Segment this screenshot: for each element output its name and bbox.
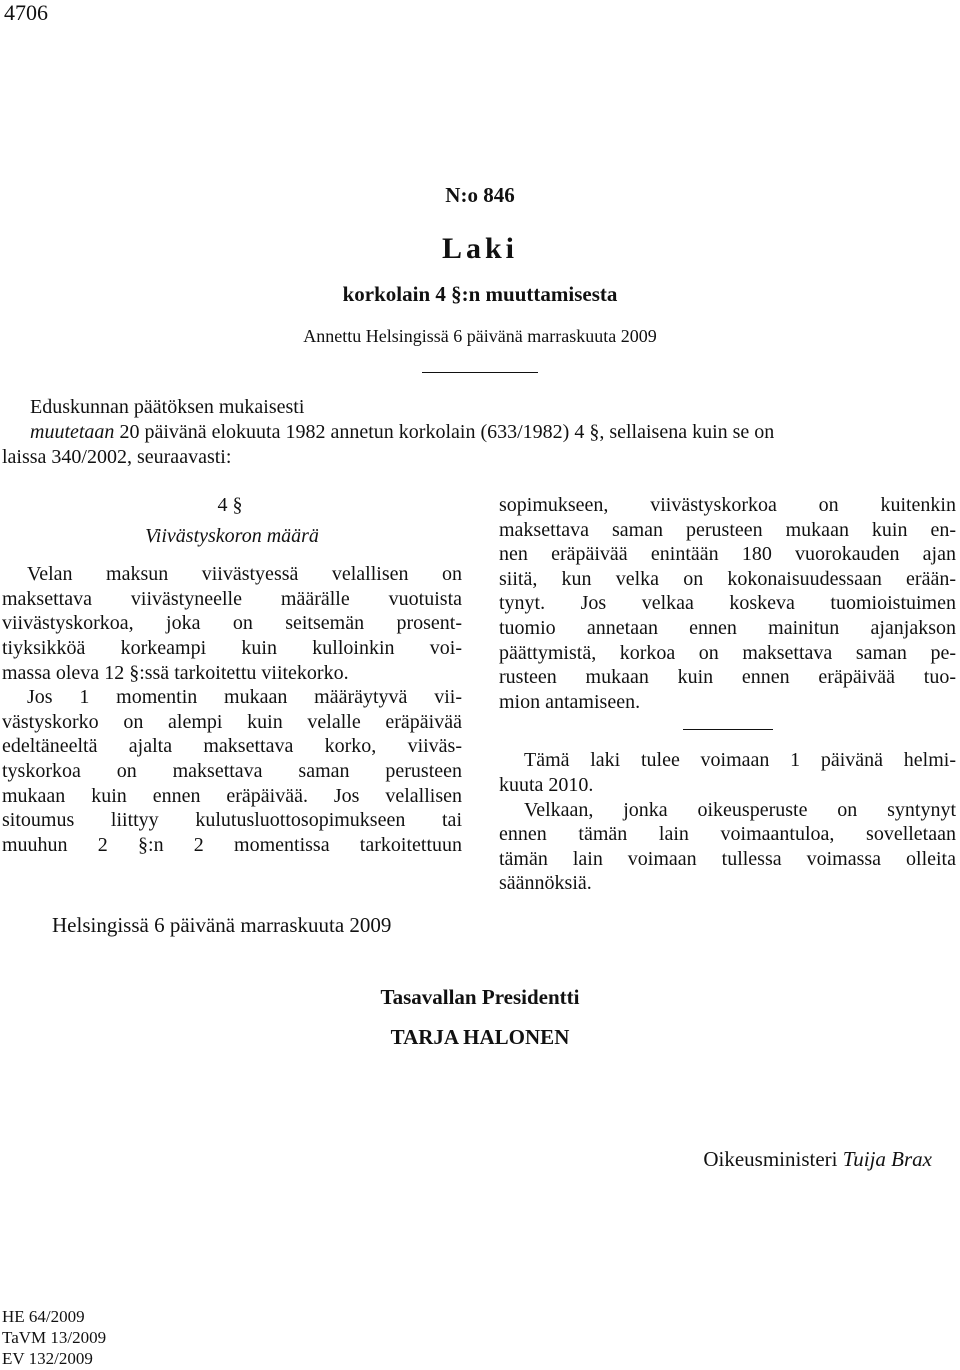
body-line: tyskorkoa on maksettava saman perusteen bbox=[2, 759, 462, 782]
preamble-line-2 bbox=[30, 420, 960, 445]
law-subtitle: korkolain 4 §:n muuttamisesta bbox=[342, 282, 618, 306]
body-line: tynyt. Jos velkaa koskeva tuomioistuimen bbox=[499, 592, 956, 615]
left-column bbox=[2, 493, 462, 857]
body-line: rusteen mukaan kuin ennen eräpäivää tuo- bbox=[499, 666, 956, 689]
reference-item: HE 64/2009 bbox=[2, 1307, 85, 1326]
entry-line: tämän lain voimaan tullessa voimassa olleita bbox=[499, 847, 956, 870]
body-line: maksettava viivästyneelle määrälle vuotuista bbox=[2, 587, 462, 610]
reference-item: EV 132/2009 bbox=[2, 1349, 93, 1368]
preamble-amend-word: muutetaan bbox=[30, 421, 115, 443]
statute-number: N:o 846 bbox=[445, 183, 515, 207]
body-line: Jos 1 momentin mukaan määräytyvä vii- bbox=[27, 686, 462, 709]
legislative-references bbox=[2, 1306, 106, 1369]
signature-date: Helsingissä 6 päivänä marraskuuta 2009 bbox=[52, 913, 392, 937]
body-line: viivästyskorkoa, joka on seitsemän prosent- bbox=[2, 612, 462, 635]
entry-line: kuuta 2010. bbox=[499, 773, 594, 796]
president-title: Tasavallan Presidentti bbox=[380, 985, 580, 1009]
reference-item: TaVM 13/2009 bbox=[2, 1328, 107, 1347]
body-line: päättymistä, korkoa on maksettava saman pe- bbox=[499, 641, 956, 664]
minister-title: Oikeusministeri bbox=[703, 1147, 843, 1171]
minister-signature bbox=[703, 1147, 932, 1172]
preamble-line-1: Eduskunnan päätöksen mukaisesti bbox=[30, 396, 305, 418]
body-line: Velan maksun viivästyessä velallisen on bbox=[27, 563, 462, 586]
body-line: nen eräpäivää enintään 180 vuorokauden ajan bbox=[499, 543, 956, 566]
entry-line: ennen tämän lain voimaantuloa, sovelletaan bbox=[499, 823, 956, 846]
section-heading: Viivästyskoron määrä bbox=[145, 524, 319, 547]
right-column bbox=[499, 493, 956, 896]
preamble-line-2-rest: 20 päivänä elokuuta 1982 annetun korkolain (633/1982) 4 §, sellaisena kuin se on bbox=[114, 421, 775, 443]
minister-name: Tuija Brax bbox=[842, 1147, 932, 1171]
body-line: massa oleva 12 §:ssä tarkoitettu viitekorko. bbox=[2, 661, 349, 684]
body-line: mion antamiseen. bbox=[499, 690, 641, 713]
body-line: tuomio annetaan ennen mainitun ajanjakson bbox=[499, 616, 956, 639]
body-line: västyskorko on alempi kuin velalle eräpäivää bbox=[2, 710, 462, 733]
body-line: sitoumus liittyy kulutusluottosopimukseen tai bbox=[2, 809, 462, 832]
preamble-line-3: laissa 340/2002, seuraavasti: bbox=[2, 446, 232, 468]
entry-line: Velkaan, jonka oikeusperuste on syntynyt bbox=[524, 798, 956, 821]
given-line: Annettu Helsingissä 6 päivänä marraskuuta 2009 bbox=[303, 326, 657, 346]
title-divider bbox=[422, 372, 538, 373]
body-line: sopimukseen, viivästyskorkoa on kuitenkin bbox=[499, 494, 956, 516]
body-line: tiyksikköä korkeampi kuin kulloinkin voi- bbox=[2, 636, 462, 659]
president-name: TARJA HALONEN bbox=[390, 1025, 570, 1049]
entry-line: säännöksiä. bbox=[499, 872, 592, 895]
body-line: edeltäneeltä ajalta maksettava korko, viiväs- bbox=[2, 735, 462, 758]
body-line: siitä, kun velka on kokonaisuudessaan erään- bbox=[499, 567, 956, 590]
entry-line: Tämä laki tulee voimaan 1 päivänä helmi- bbox=[524, 749, 956, 772]
law-title: Laki bbox=[441, 232, 519, 265]
section-number: 4 § bbox=[217, 494, 243, 516]
body-line: maksettava saman perusteen mukaan kuin en- bbox=[499, 518, 956, 541]
preamble bbox=[2, 395, 960, 470]
body-line: muuhun 2 §:n 2 momentissa tarkoitettuun bbox=[2, 833, 462, 856]
entry-divider bbox=[683, 729, 773, 730]
body-line: mukaan kuin ennen eräpäivää. Jos velallisen bbox=[2, 784, 462, 807]
page-number: 4706 bbox=[4, 0, 48, 25]
